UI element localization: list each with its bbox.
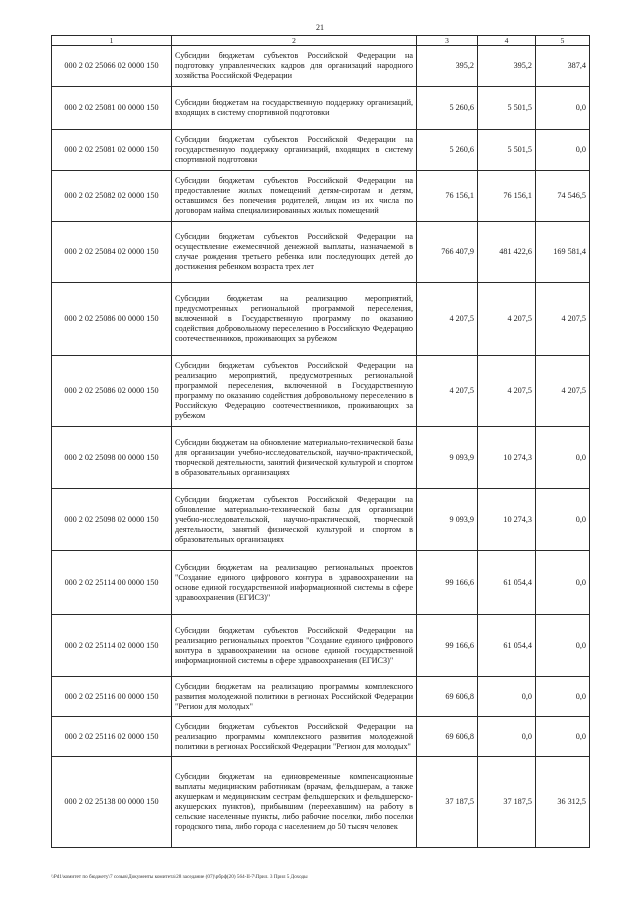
revenue-table [51,35,590,848]
row-value-col3: 69 606,8 [417,717,478,757]
row-value-col3: 4 207,5 [417,356,478,427]
row-description: Субсидии бюджетам субъектов Российской Федерации на обновление материально-технической базы для организации учебно-исследовательской, научно-практической, творческой деятельности, занятий физической культурой и спортом в образовательных организациях [172,489,417,551]
table-row [52,677,590,717]
row-value-col5: 0,0 [536,427,590,489]
table-row [52,757,590,848]
row-code: 000 2 02 25116 00 0000 150 [52,677,172,717]
row-value-col3: 76 156,1 [417,171,478,222]
row-code: 000 2 02 25066 02 0000 150 [52,46,172,87]
row-value-col4: 10 274,3 [478,489,536,551]
table-row [52,171,590,222]
row-value-col4: 5 501,5 [478,87,536,130]
row-value-col5: 4 207,5 [536,283,590,356]
row-value-col4: 76 156,1 [478,171,536,222]
row-value-col4: 37 187,5 [478,757,536,848]
row-value-col4: 481 422,6 [478,222,536,283]
row-value-col4: 0,0 [478,677,536,717]
row-value-col5: 0,0 [536,551,590,615]
row-value-col5: 387,4 [536,46,590,87]
row-value-col4: 10 274,3 [478,427,536,489]
row-code: 000 2 02 25081 00 0000 150 [52,87,172,130]
row-code: 000 2 02 25098 00 0000 150 [52,427,172,489]
file-path-footer: \\Pd1\комитет по бюджету\7 созыв\Документы комитета\28 заседание (07)\рбрф(20) 564-II-7\Прил. 3 Прил 5 Доходы [51,874,308,880]
row-value-col4: 0,0 [478,717,536,757]
table-row [52,87,590,130]
row-value-col4: 4 207,5 [478,356,536,427]
row-value-col4: 4 207,5 [478,283,536,356]
row-description: Субсидии бюджетам субъектов Российской Федерации на государственную поддержку организаций, входящих в систему спортивной подготовки [172,130,417,171]
row-description: Субсидии бюджетам на реализацию региональных проектов "Создание единого цифрового контура в здравоохранении на основе единой государственной информационной системы в сфере здравоохранения (ЕГИСЗ)" [172,551,417,615]
row-value-col5: 0,0 [536,717,590,757]
row-description: Субсидии бюджетам на обновление материально-технической базы для организации учебно-исследовательской, научно-практической, творческой деятельности, занятий физической культурой и спортом в образовательных организациях [172,427,417,489]
table-row [52,222,590,283]
row-code: 000 2 02 25081 02 0000 150 [52,130,172,171]
page-number: 21 [316,23,324,32]
row-description: Субсидии бюджетам на единовременные компенсационные выплаты медицинским работникам (врачам, фельдшерам, а также акушеркам и медицинским сестрам фельдшерских и фельдшерско-акушерских пунктов), прибывшим (переехавшим) на работу в сельские населенные пункты, либо рабочие поселки, либо поселки городского типа, либо города с населением до 50 тысяч человек [172,757,417,848]
table-row [52,356,590,427]
row-value-col5: 36 312,5 [536,757,590,848]
row-value-col3: 5 260,6 [417,87,478,130]
row-value-col5: 0,0 [536,677,590,717]
row-value-col5: 4 207,5 [536,356,590,427]
table-row [52,130,590,171]
row-description: Субсидии бюджетам на реализацию мероприятий, предусмотренных региональной программой переселения, включенной в Государственную программу по оказанию содействия добровольному переселению в Российскую Федерацию соотечественников, проживающих за рубежом [172,283,417,356]
row-description: Субсидии бюджетам на реализацию программы комплексного развития молодежной политики в регионах Российской Федерации "Регион для молодых" [172,677,417,717]
row-code: 000 2 02 25086 00 0000 150 [52,283,172,356]
table-row [52,283,590,356]
row-description: Субсидии бюджетам субъектов Российской Федерации на подготовку управленческих кадров для организаций народного хозяйства Российской Федерации [172,46,417,87]
row-value-col3: 37 187,5 [417,757,478,848]
row-description: Субсидии бюджетам на государственную поддержку организаций, входящих в систему спортивной подготовки [172,87,417,130]
column-header: 4 [478,36,536,46]
row-value-col4: 5 501,5 [478,130,536,171]
row-value-col5: 0,0 [536,130,590,171]
table-row [52,551,590,615]
row-code: 000 2 02 25098 02 0000 150 [52,489,172,551]
row-value-col3: 5 260,6 [417,130,478,171]
row-description: Субсидии бюджетам субъектов Российской Федерации на реализацию мероприятий, предусмотренных региональной программой переселения, включенной в Государственную программу по оказанию содействия добровольному переселению в Российскую Федерацию соотечественников, проживающих за рубежом [172,356,417,427]
row-value-col3: 395,2 [417,46,478,87]
row-value-col3: 9 093,9 [417,489,478,551]
row-description: Субсидии бюджетам субъектов Российской Федерации на реализацию региональных проектов "Создание единого цифрового контура в здравоохранении на основе единой государственной информационной системы в сфере здравоохранения (ЕГИСЗ)" [172,615,417,677]
row-code: 000 2 02 25082 02 0000 150 [52,171,172,222]
row-code: 000 2 02 25138 00 0000 150 [52,757,172,848]
table-row [52,46,590,87]
row-value-col4: 61 054,4 [478,615,536,677]
row-value-col5: 169 581,4 [536,222,590,283]
table-row [52,489,590,551]
row-value-col3: 99 166,6 [417,551,478,615]
row-code: 000 2 02 25114 00 0000 150 [52,551,172,615]
column-header: 2 [172,36,417,46]
row-value-col3: 4 207,5 [417,283,478,356]
row-description: Субсидии бюджетам субъектов Российской Федерации на реализацию программы комплексного развития молодежной политики в регионах Российской Федерации "Регион для молодых" [172,717,417,757]
row-value-col5: 0,0 [536,489,590,551]
row-value-col4: 61 054,4 [478,551,536,615]
row-code: 000 2 02 25086 02 0000 150 [52,356,172,427]
row-value-col3: 69 606,8 [417,677,478,717]
row-value-col4: 395,2 [478,46,536,87]
table-row [52,615,590,677]
row-value-col5: 0,0 [536,87,590,130]
row-value-col5: 0,0 [536,615,590,677]
row-code: 000 2 02 25114 02 0000 150 [52,615,172,677]
column-header: 3 [417,36,478,46]
row-value-col3: 99 166,6 [417,615,478,677]
column-header: 5 [536,36,590,46]
table-row [52,427,590,489]
row-code: 000 2 02 25116 02 0000 150 [52,717,172,757]
row-description: Субсидии бюджетам субъектов Российской Федерации на осуществление ежемесячной денежной выплаты, назначаемой в случае рождения третьего ребенка или последующих детей до достижения ребенком возраста трех лет [172,222,417,283]
row-value-col3: 766 407,9 [417,222,478,283]
row-value-col3: 9 093,9 [417,427,478,489]
table-row [52,717,590,757]
row-description: Субсидии бюджетам субъектов Российской Федерации на предоставление жилых помещений детям-сиротам и детям, оставшимся без попечения родителей, лицам из их числа по договорам найма специализированных жилых помещений [172,171,417,222]
row-code: 000 2 02 25084 02 0000 150 [52,222,172,283]
row-value-col5: 74 546,5 [536,171,590,222]
column-numbers-row [52,36,590,46]
column-header: 1 [52,36,172,46]
